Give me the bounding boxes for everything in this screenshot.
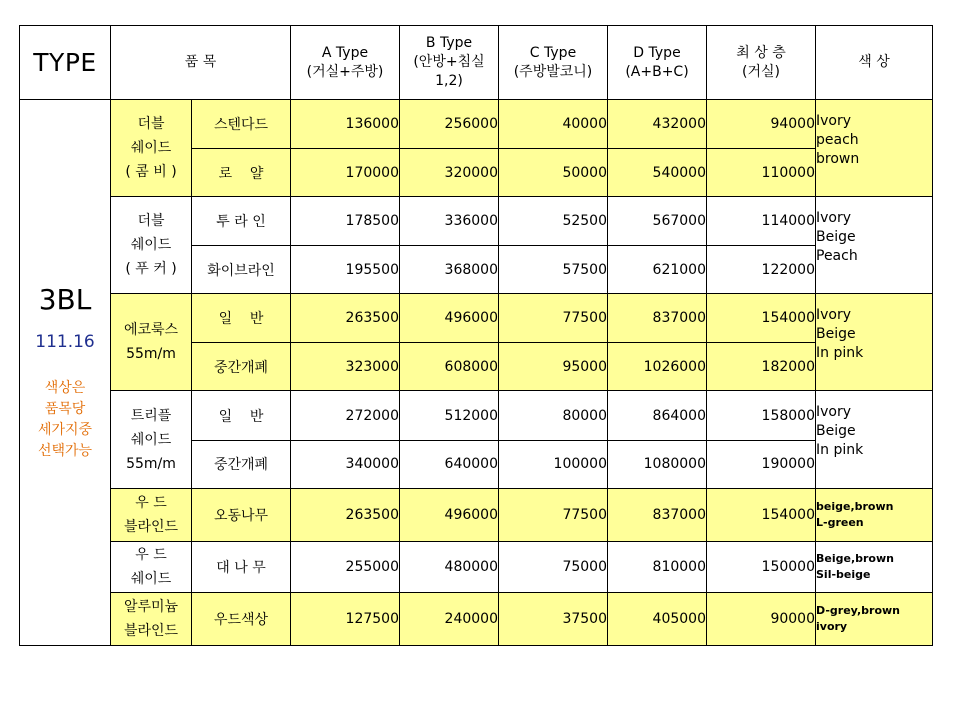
category-cell: 더블 쉐이드 ( 푸 커 ) bbox=[111, 197, 192, 294]
price-b-cell: 256000 bbox=[400, 100, 499, 149]
type-area: 111.16 bbox=[35, 332, 95, 352]
price-d-cell: 432000 bbox=[608, 100, 707, 149]
price-d-cell: 405000 bbox=[608, 592, 707, 645]
price-a-cell: 263500 bbox=[291, 294, 400, 343]
header-d-type: D Type (A+B+C) bbox=[608, 26, 707, 100]
table-row bbox=[20, 294, 933, 343]
price-top-cell: 110000 bbox=[707, 149, 816, 197]
price-a-cell: 195500 bbox=[291, 246, 400, 294]
price-a-cell: 178500 bbox=[291, 197, 400, 246]
price-top-cell: 114000 bbox=[707, 197, 816, 246]
table-row bbox=[20, 391, 933, 440]
price-b-cell: 512000 bbox=[400, 391, 499, 440]
color-options-cell: beige,brown L-green bbox=[816, 488, 933, 541]
price-d-cell: 621000 bbox=[608, 246, 707, 294]
table-row bbox=[20, 100, 933, 149]
price-top-cell: 182000 bbox=[707, 343, 816, 391]
price-b-cell: 480000 bbox=[400, 541, 499, 592]
item-cell: 스텐다드 bbox=[192, 100, 291, 149]
item-cell: 중간개폐 bbox=[192, 343, 291, 391]
price-top-cell: 190000 bbox=[707, 440, 816, 488]
price-top-cell: 90000 bbox=[707, 592, 816, 645]
price-b-cell: 608000 bbox=[400, 343, 499, 391]
price-c-cell: 80000 bbox=[499, 391, 608, 440]
price-a-cell: 272000 bbox=[291, 391, 400, 440]
category-cell: 더블 쉐이드 ( 콤 비 ) bbox=[111, 100, 192, 197]
color-options-cell: D-grey,brown ivory bbox=[816, 592, 933, 645]
price-c-cell: 40000 bbox=[499, 100, 608, 149]
price-c-cell: 50000 bbox=[499, 149, 608, 197]
item-cell: 중간개폐 bbox=[192, 440, 291, 488]
header-color: 색 상 bbox=[816, 26, 933, 100]
price-c-cell: 37500 bbox=[499, 592, 608, 645]
price-c-cell: 77500 bbox=[499, 294, 608, 343]
color-options-cell: Beige,brown Sil-beige bbox=[816, 541, 933, 592]
table-row bbox=[20, 197, 933, 246]
item-cell: 로 얄 bbox=[192, 149, 291, 197]
price-b-cell: 336000 bbox=[400, 197, 499, 246]
category-cell: 알루미늄 블라인드 bbox=[111, 592, 192, 645]
item-cell: 대 나 무 bbox=[192, 541, 291, 592]
price-c-cell: 75000 bbox=[499, 541, 608, 592]
category-cell: 트리플 쉐이드 55m/m bbox=[111, 391, 192, 488]
color-options-cell: Ivory Beige In pink bbox=[816, 391, 933, 488]
type-name: 3BL bbox=[38, 283, 92, 316]
price-c-cell: 95000 bbox=[499, 343, 608, 391]
price-c-cell: 100000 bbox=[499, 440, 608, 488]
item-cell: 오동나무 bbox=[192, 488, 291, 541]
header-c-type: C Type (주방발코니) bbox=[499, 26, 608, 100]
item-cell: 일 반 bbox=[192, 391, 291, 440]
item-cell: 일 반 bbox=[192, 294, 291, 343]
price-d-cell: 1080000 bbox=[608, 440, 707, 488]
price-top-cell: 122000 bbox=[707, 246, 816, 294]
price-b-cell: 496000 bbox=[400, 488, 499, 541]
price-top-cell: 150000 bbox=[707, 541, 816, 592]
price-d-cell: 1026000 bbox=[608, 343, 707, 391]
price-top-cell: 158000 bbox=[707, 391, 816, 440]
price-c-cell: 77500 bbox=[499, 488, 608, 541]
color-options-cell: Ivory peach brown bbox=[816, 100, 933, 197]
table-body bbox=[20, 100, 933, 646]
price-d-cell: 540000 bbox=[608, 149, 707, 197]
category-cell: 우 드 쉐이드 bbox=[111, 541, 192, 592]
price-a-cell: 263500 bbox=[291, 488, 400, 541]
header-b-type: B Type (안방+침실 1,2) bbox=[400, 26, 499, 100]
price-a-cell: 170000 bbox=[291, 149, 400, 197]
price-d-cell: 810000 bbox=[608, 541, 707, 592]
item-cell: 투 라 인 bbox=[192, 197, 291, 246]
header-item: 품 목 bbox=[111, 26, 291, 100]
price-b-cell: 320000 bbox=[400, 149, 499, 197]
price-d-cell: 567000 bbox=[608, 197, 707, 246]
price-d-cell: 837000 bbox=[608, 294, 707, 343]
header-a-type: A Type (거실+주방) bbox=[291, 26, 400, 100]
price-d-cell: 837000 bbox=[608, 488, 707, 541]
price-b-cell: 368000 bbox=[400, 246, 499, 294]
price-top-cell: 154000 bbox=[707, 488, 816, 541]
table-row bbox=[20, 488, 933, 541]
header-top-floor: 최 상 층 (거실) bbox=[707, 26, 816, 100]
price-b-cell: 240000 bbox=[400, 592, 499, 645]
item-cell: 화이브라인 bbox=[192, 246, 291, 294]
price-top-cell: 154000 bbox=[707, 294, 816, 343]
price-a-cell: 255000 bbox=[291, 541, 400, 592]
item-cell: 우드색상 bbox=[192, 592, 291, 645]
price-d-cell: 864000 bbox=[608, 391, 707, 440]
category-cell: 에코룩스 55m/m bbox=[111, 294, 192, 391]
type-block bbox=[20, 100, 111, 646]
table-row bbox=[20, 592, 933, 645]
price-table bbox=[19, 25, 933, 646]
type-note: 색상은 품목당 세가지중 선택가능 bbox=[37, 380, 93, 459]
price-c-cell: 57500 bbox=[499, 246, 608, 294]
price-a-cell: 340000 bbox=[291, 440, 400, 488]
price-top-cell: 94000 bbox=[707, 100, 816, 149]
color-options-cell: Ivory Beige Peach bbox=[816, 197, 933, 294]
price-a-cell: 323000 bbox=[291, 343, 400, 391]
price-a-cell: 136000 bbox=[291, 100, 400, 149]
price-b-cell: 496000 bbox=[400, 294, 499, 343]
header-row bbox=[20, 26, 933, 100]
price-b-cell: 640000 bbox=[400, 440, 499, 488]
category-cell: 우 드 블라인드 bbox=[111, 488, 192, 541]
header-type: TYPE bbox=[20, 26, 111, 100]
table-row bbox=[20, 541, 933, 592]
price-c-cell: 52500 bbox=[499, 197, 608, 246]
color-options-cell: Ivory Beige In pink bbox=[816, 294, 933, 391]
price-a-cell: 127500 bbox=[291, 592, 400, 645]
